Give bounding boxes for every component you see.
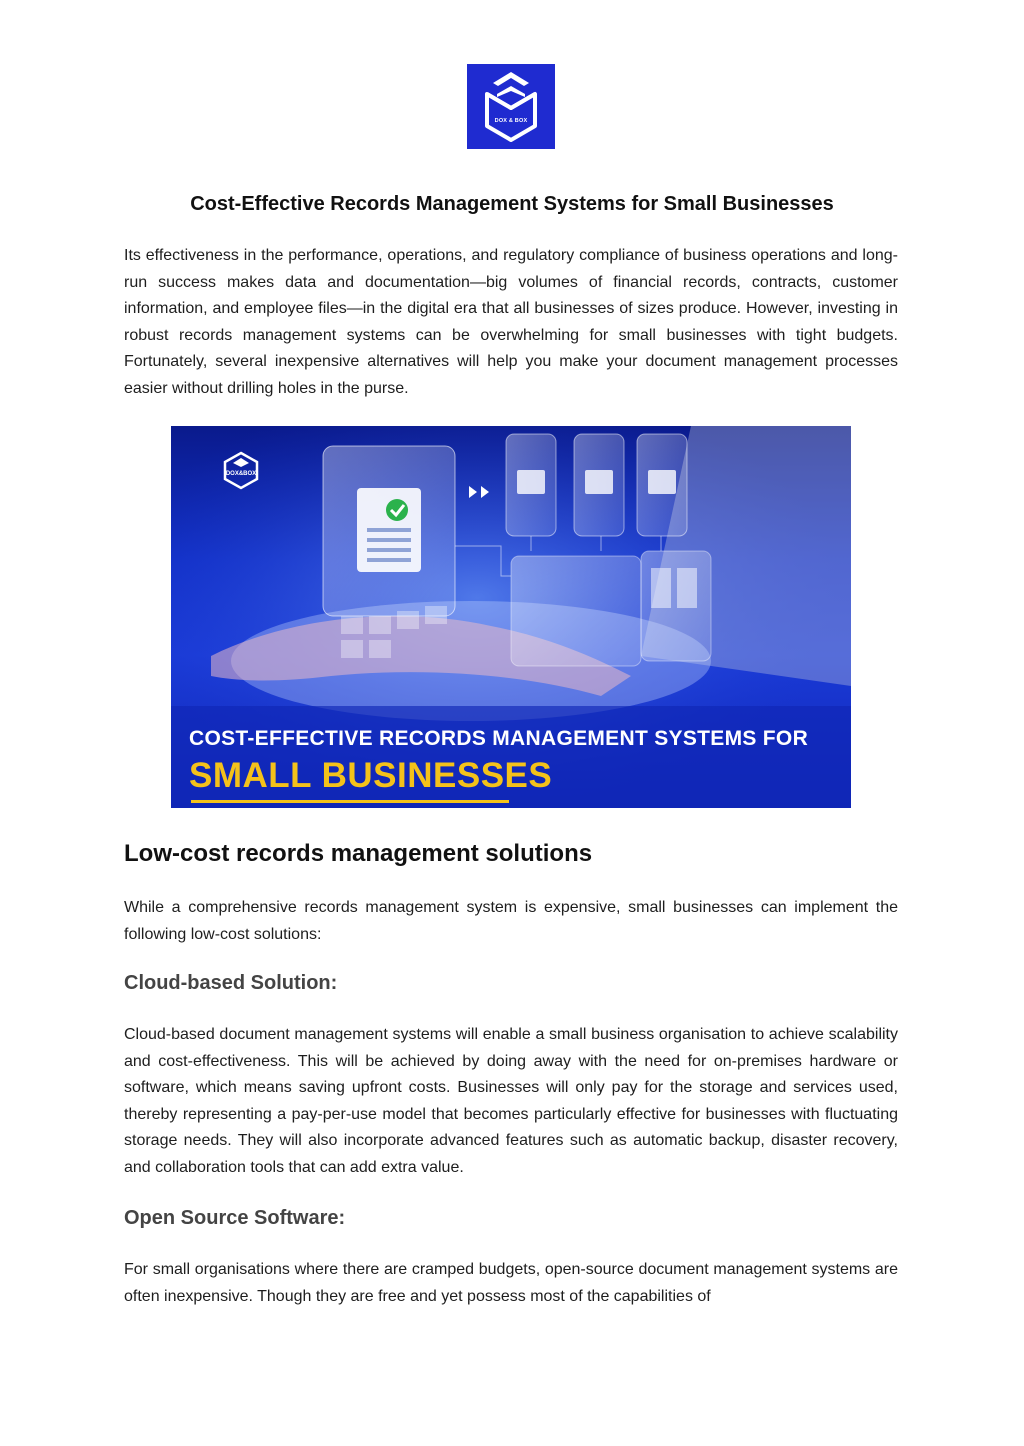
subsection-body-open-source: For small organisations where there are cramped budgets, open-source document management systems are often inexpensive. Though they are free and yet possess most of the capabilities of: [124, 1261, 898, 1305]
company-logo: [467, 64, 555, 149]
box-logo-icon: [467, 64, 555, 149]
section-heading: Low-cost records management solutions: [124, 840, 593, 867]
section-intro: While a comprehensive records management system is expensive, small businesses can implement the following low-cost solutions:: [124, 899, 898, 943]
hero-logo-icon: [221, 450, 261, 490]
intro-paragraph: Its effectiveness in the performance, operations, and regulatory compliance of business operations and long-run success makes data and documentation—big volumes of financial records, contracts, customer information, and employee files—in the digital era that all businesses of sizes produce. However, investing in robust records management systems can be overwhelming for small businesses with tight budgets. Fortunately, several inexpensive alternatives will help you make your document management processes easier without drilling holes in the purse.: [124, 247, 898, 397]
hero-highlight: SMALL BUSINESSES: [189, 756, 553, 795]
hero-underline: [191, 800, 509, 803]
subsection-heading-open-source: Open Source Software:: [124, 1207, 346, 1229]
document-title: Cost-Effective Records Management Systems for Small Businesses: [190, 193, 834, 215]
hero-banner-image: [171, 426, 851, 808]
logo-text: DOX & BOX: [494, 118, 528, 124]
hero-headline: COST-EFFECTIVE RECORDS MANAGEMENT SYSTEMS FOR: [189, 727, 809, 750]
subsection-body-cloud: Cloud-based document management systems will enable a small business organisation to achieve scalability and cost-effectiveness. This will be achieved by doing away with the need for on-premises hardware or software, which means saving upfront costs. Businesses will only pay for the storage and services used, thereby representing a pay-per-use model that becomes particularly effective for businesses with fluctuating storage needs. They will also incorporate advanced features such as automatic backup, disaster recovery, and collaboration tools that can add extra value.: [124, 1026, 898, 1176]
subsection-heading-cloud: Cloud-based Solution:: [124, 972, 338, 994]
hero-logo-text: DOX&BOX: [225, 471, 257, 477]
